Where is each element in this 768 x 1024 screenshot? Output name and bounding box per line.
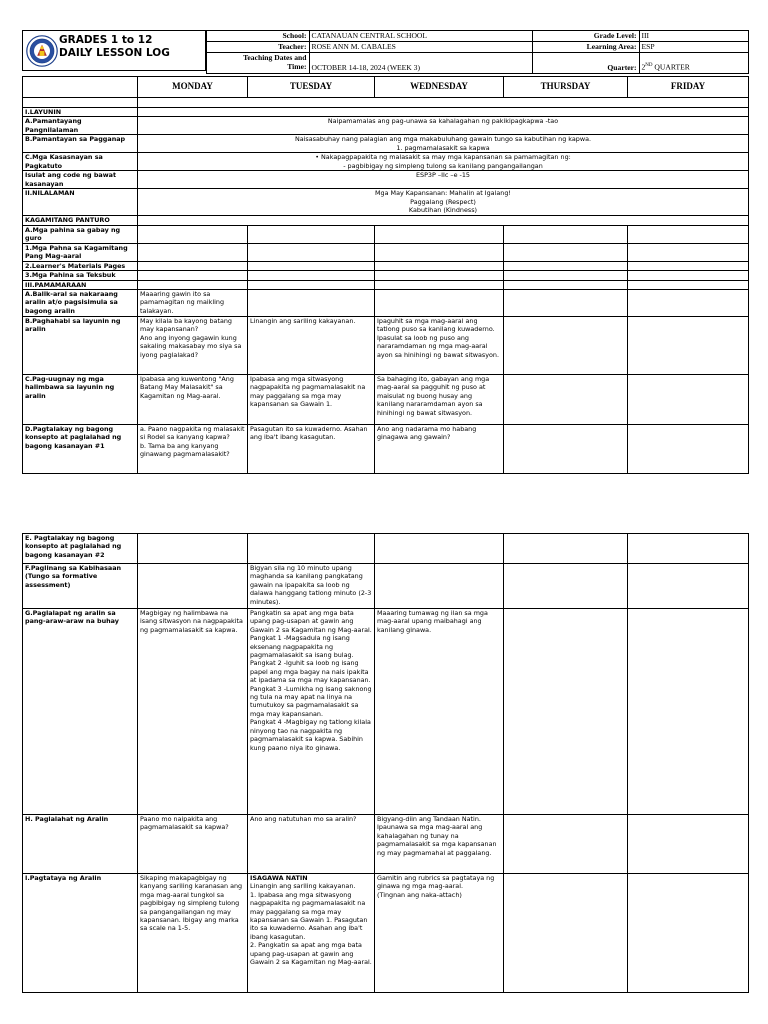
code-label: Isulat ang code ng bawat kasanayan xyxy=(23,171,138,189)
paglalapat-label: G.Paglalapat ng aralin sa pang-araw-araw na buhay xyxy=(23,609,138,815)
nilalaman-line-1: Mga May Kapansanan: Mahalin at Igalang! xyxy=(375,189,511,198)
day-header-thursday: THURSDAY xyxy=(504,77,628,98)
paglalahat-label: H. Paglalahat ng Aralin xyxy=(23,815,138,874)
pagtalakay-1-tuesday: Pasagutan ito sa kuwaderno. Asahan ang iba't ibang kasagutan. xyxy=(248,425,375,474)
balik-aral-label: A.Balik-aral sa nakaraang aralin at/o pagsisimula sa bagong aralin xyxy=(23,290,138,317)
kasanayan-line-1: • Nakapagpapakita ng malasakit sa may mga kapansanan sa pamamagitan ng: xyxy=(140,153,746,161)
pagganap-line-2: 1. pagmamalasakit sa kapwa xyxy=(396,143,490,152)
paglalapat-wednesday: Maaaring tumawag ng ilan sa mga mag-aaral upang maibahagi ang kanilang ginawa. xyxy=(375,609,504,815)
pagtataya-tuesday-text: Linangin ang sariling kakayanan. 1. Ipabasa ang mga sitwasyong nagpapakita ng pagmamalasakit na may paggalang sa mga may kapansanan sa Gawain 1. Pasagutan ito sa kuwaderno. Asahan ang iba't ibang kasagutan. 2. Pangkatin sa apat ang mga bata upang pag-usapan at gawin ang Gawain 2 sa Kagamitan ng Mag-aaral. xyxy=(250,882,372,967)
kasanayan-line-2: - pagbibigay ng simpleng tulong sa kanilang pangangailangan xyxy=(343,161,543,170)
nilalaman-label: II.NILALAMAN xyxy=(23,189,138,216)
learners-materials-label: 2.Learner's Materials Pages xyxy=(23,261,138,270)
paglalapat-monday: Magbigay ng halimbawa na isang sitwasyon na nagpapakita ng pagmamalasakit sa kapwa. xyxy=(138,609,248,815)
teacher-label: Teacher: xyxy=(206,42,309,53)
gabay-guro-label: A.Mga pahina sa gabay ng guro xyxy=(23,225,138,243)
paglalahat-wednesday: Bigyang-diin ang Tandaan Natin. Ipaunawa sa mga mag-aaral ang kahalagahan ng tunay na pagmamalasakit sa mga kapansanan ng may pagmamahal at paggalang. xyxy=(375,815,504,874)
pagtalakay-1-label: D.Pagtalakay ng bagong konsepto at paglalahad ng bagong kasanayan #1 xyxy=(23,425,138,474)
day-header-tuesday: TUESDAY xyxy=(248,77,375,98)
kasanayan-label: C.Mga Kasasnayan sa Pagkatuto xyxy=(23,153,138,171)
pamantayan-pagganap-value xyxy=(138,135,749,153)
teaching-dates-label xyxy=(206,53,309,74)
teaching-dates-label-line2: Time: xyxy=(287,62,307,71)
lesson-log-table xyxy=(22,76,749,474)
pagtataya-tuesday xyxy=(248,874,375,993)
pamantayang-pangnilalaman-value: Naipamamalas ang pag-unawa sa kahalagahan ng pakikipagkapwa -tao xyxy=(138,117,749,135)
quarter-label: Quarter: xyxy=(532,53,639,74)
code-value: ESP3P –IIc –e -15 xyxy=(138,171,749,189)
pagtataya-monday: Sikaping makapagbigay ng kanyang sariling karanasan ang mga mag-aaral tungkol sa pagbibigay ng simpleng tulong sa pangangailangan ng may kapansanan. Ibigay ang marka sa scale na 1-5. xyxy=(138,874,248,993)
pamamaraan-label: III.PAMAMARAAN xyxy=(23,280,138,289)
layunin-label: I.LAYUNIN xyxy=(23,108,138,117)
pagtalakay-1-wednesday: Ano ang nadarama mo habang ginagawa ang gawain? xyxy=(375,425,504,474)
teaching-dates-value: OCTOBER 14-18, 2024 (WEEK 3) xyxy=(309,53,532,74)
spacer-row xyxy=(23,98,138,108)
document-title xyxy=(59,34,170,60)
pagtataya-wednesday: Gamitin ang rubrics sa pagtataya ng ginawa ng mga mag-aaral. (Tingnan ang naka-attach) xyxy=(375,874,504,993)
pag-uugnay-tuesday: Ipabasa ang mga sitwasyong nagpapakita ng pagmamalasakit na may paggalang sa mga may kapansanan sa Gawain 1. xyxy=(248,375,375,425)
pamantayan-pagganap-label: B.Pamantayan sa Pagganap xyxy=(23,135,138,153)
nilalaman-line-2: Paggalang (Respect) xyxy=(410,197,476,206)
quarter-number: 2 xyxy=(641,63,646,72)
lesson-log-table-continued xyxy=(22,533,749,993)
kagamitang-label: KAGAMITANG PANTURO xyxy=(23,216,138,225)
nilalaman-value xyxy=(138,189,749,216)
pagganap-line-1: Naisasabuhay nang palagian ang mga makabuluhang gawain tungo sa kabutihan ng kapwa. xyxy=(294,135,592,144)
school-label: School: xyxy=(206,31,309,42)
title-line-2: DAILY LESSON LOG xyxy=(59,47,170,59)
day-header-friday: FRIDAY xyxy=(628,77,749,98)
deped-seal-icon xyxy=(26,35,58,67)
title-line-1: GRADES 1 to 12 xyxy=(59,34,153,46)
quarter-word: QUARTER xyxy=(652,63,690,72)
teksbuk-label: 3.Mga Pahina sa Teksbuk xyxy=(23,271,138,280)
teacher-value: ROSE ANN M. CABALES xyxy=(309,42,532,53)
paglinang-tuesday: Bigyan sila ng 10 minuto upang maghanda sa kanilang pangkatang gawain na ipapakita sa loob ng dalawa hanggang tatlong minuto (2-3 minutes). xyxy=(248,564,375,609)
school-value: CATANAUAN CENTRAL SCHOOL xyxy=(309,31,532,42)
grade-level-label: Grade Level: xyxy=(532,31,639,42)
pagtalakay-2-label: E. Pagtalakay ng bagong konsepto at paglalahad ng bagong kasanayan #2 xyxy=(23,534,138,564)
paghahabi-label: B.Paghahabi sa layunin ng aralin xyxy=(23,317,138,375)
teaching-dates-label-line1: Teaching Dates and xyxy=(243,53,307,62)
kasanayan-value xyxy=(138,153,749,171)
paghahabi-tuesday: Linangin ang sariling kakayanan. xyxy=(248,317,375,375)
pag-uugnay-label: C.Pag-uugnay ng mga halimbawa sa layunin ng aralin xyxy=(23,375,138,425)
quarter-ordinal: ND xyxy=(645,63,653,69)
paglalahat-tuesday: Ano ang natutuhan mo sa aralin? xyxy=(248,815,375,874)
paglalapat-tuesday: Pangkatin sa apat ang mga bata upang pag-usapan at gawin ang Gawain 2 sa Kagamitan ng Mag-aaral. Pangkat 1 -Magsadula ng isang eksenang nagpapakita ng pagmamalasakit sa isang bulag. Pangkat 2 -Iguhit sa loob ng isang papel ang mga bagay na nais ipakita at ipadama sa mga may kapansanan. Pangkat 3 -Lumikha ng isang saknong ng tula na may apat na linya na tumutukoy sa pagmamalasakit sa mga may kapansanan. Pangkat 4 -Magbigay ng tatlong kilala ninyong tao na nagpakita ng pagmamalasakit sa kapwa. Sabihin kung paano niya ito ginawa. xyxy=(248,609,375,815)
pagtalakay-1-monday: a. Paano nagpakita ng malasakit si Rodel sa kanyang kapwa? b. Tama ba ang kanyang ginawang pagmamalasakit? xyxy=(138,425,248,474)
pamantayang-pangnilalaman-label: A.Pamantayang Pangnilalaman xyxy=(23,117,138,135)
grade-level-value: III xyxy=(639,31,748,42)
balik-aral-monday: Maaaring gawin ito sa pamamagitan ng maikling talakayan. xyxy=(138,290,248,317)
day-header-monday: MONDAY xyxy=(138,77,248,98)
title-block xyxy=(22,30,206,71)
paglinang-label: F.Paglinang sa Kabihasaan (Tungo sa formative assessment) xyxy=(23,564,138,609)
pagtataya-label: I.Pagtataya ng Aralin xyxy=(23,874,138,993)
pag-uugnay-monday: Ipabasa ang kuwentong "Ang Batang May Malasakit" sa Kagamitan ng Mag-aaral. xyxy=(138,375,248,425)
learning-area-label: Learning Area: xyxy=(532,42,639,53)
kagamitang-mag-aaral-label: 1.Mga Pahna sa Kagamitang Pang Mag-aaral xyxy=(23,243,138,261)
learning-area-value: ESP xyxy=(639,42,748,53)
paghahabi-monday: May kilala ba kayong batang may kapansanan? Ano ang inyong gagawin kung sakaling makasabay mo siya sa iyong paglalakad? xyxy=(138,317,248,375)
day-header-wednesday: WEDNESDAY xyxy=(375,77,504,98)
pag-uugnay-wednesday: Sa bahaging ito, gabayan ang mga mag-aaral sa pagguhit ng puso at maisulat ng buong husay ang kanilang nararamdaman ayon sa hinihingi ng bawat sitwasyon. xyxy=(375,375,504,425)
corner-cell xyxy=(23,77,138,98)
quarter-value xyxy=(639,53,748,74)
paglalahat-monday: Paano mo naipakita ang pagmamalasakit sa kapwa? xyxy=(138,815,248,874)
paghahabi-wednesday: Ipaguhit sa mga mag-aaral ang tatlong puso sa kanilang kuwaderno. Ipasulat sa loob ng puso ang nararamdaman ng mga mag-aaral ayon sa hinihingi ng bawat sitwasyon. xyxy=(375,317,504,375)
nilalaman-line-3: Kabutihan (Kindness) xyxy=(408,206,478,215)
isagawa-natin-heading: ISAGAWA NATIN xyxy=(250,874,308,882)
